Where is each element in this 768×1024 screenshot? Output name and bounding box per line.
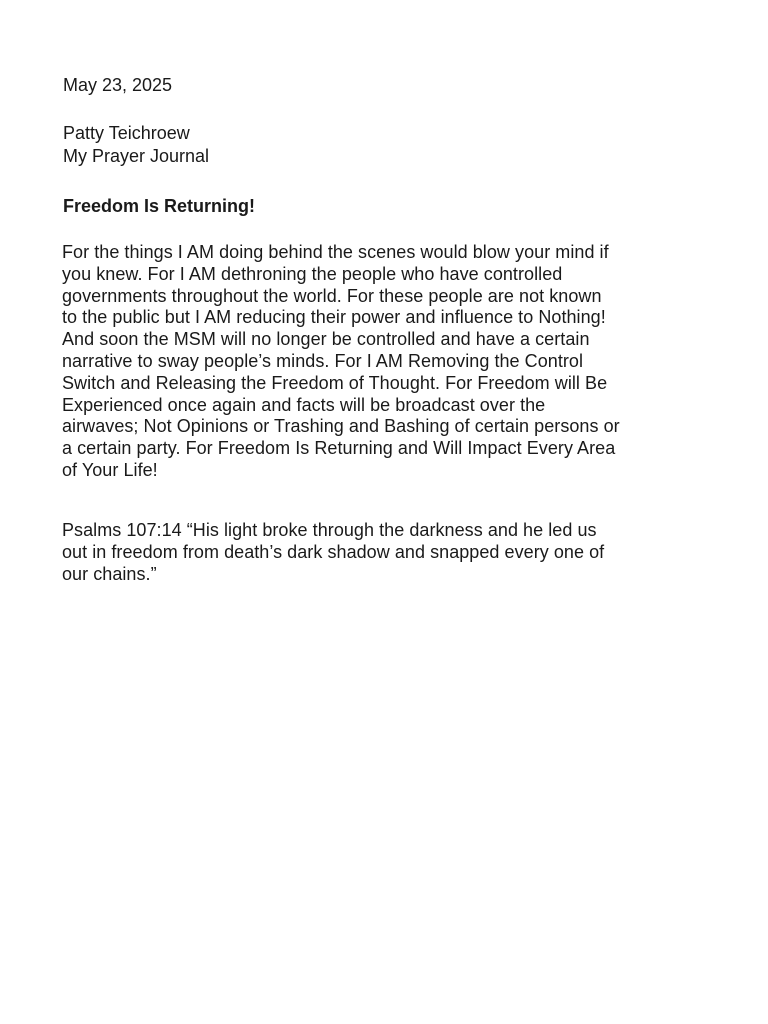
message-body [62,242,620,482]
scripture-quote [62,520,604,585]
body-line: to the public but I AM reducing their power and influence to Nothing! [62,307,606,328]
entry-title: Freedom Is Returning! [63,196,256,216]
body-line: Switch and Releasing the Freedom of Thought. For Freedom will Be [62,372,608,393]
body-line: a certain party. For Freedom Is Returning and Will Impact Every Area [62,438,616,459]
scripture-line: our chains.” [62,563,157,584]
body-line: governments throughout the world. For these people are not known [62,285,602,306]
body-line: of Your Life! [62,459,158,480]
body-line: Experienced once again and facts will be broadcast over the [62,394,546,415]
author-name: Patty Teichroew [63,123,190,143]
body-line: For the things I AM doing behind the scenes would blow your mind if [62,242,609,262]
scripture-line: Psalms 107:14 “His light broke through the darkness and he led us [62,520,597,540]
journal-name: My Prayer Journal [63,146,210,166]
scripture-line: out in freedom from death’s dark shadow and snapped every one of [62,541,605,562]
body-line: And soon the MSM will no longer be controlled and have a certain [62,329,590,350]
entry-date: May 23, 2025 [63,75,173,95]
body-line: you knew. For I AM dethroning the people who have controlled [62,263,563,284]
body-line: narrative to sway people’s minds. For I AM Removing the Control [62,350,584,371]
body-line: airwaves; Not Opinions or Trashing and Bashing of certain persons or [62,416,620,437]
